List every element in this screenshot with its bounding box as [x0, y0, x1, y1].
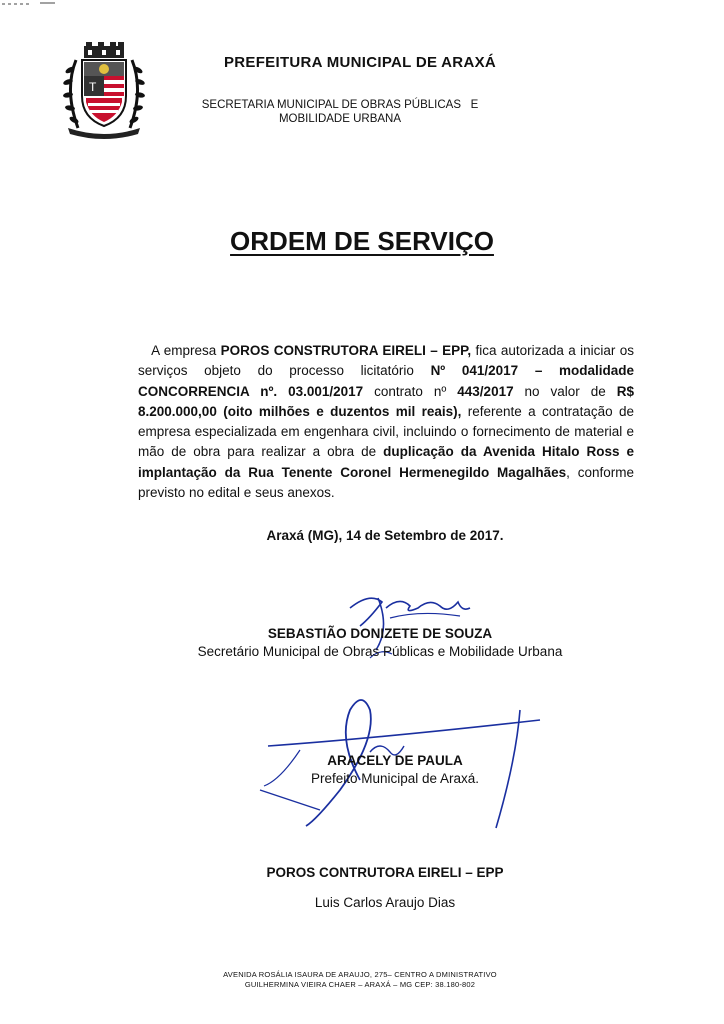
- body-text-3: contrato nº: [363, 383, 458, 399]
- mayor-name: ARACELY DE PAULA: [327, 753, 463, 768]
- secretariat-subtitle-line2: MOBILIDADE URBANA: [278, 113, 402, 125]
- company-representative: Luis Carlos Araujo Dias: [314, 895, 456, 910]
- svg-text:T: T: [89, 80, 97, 94]
- footer-address: [150, 970, 570, 990]
- mayor-role: Prefeito Municipal de Araxá.: [310, 771, 480, 786]
- service-order-body: [138, 341, 634, 503]
- document-date: Araxá (MG), 14 de Setembro de 2017.: [266, 528, 504, 543]
- company-name: POROS CONTRUTORA EIRELI – EPP: [266, 865, 504, 880]
- body-contract-value: R$ 8.200.000,00 (oito milhões e duzentos mil reais),: [138, 383, 634, 419]
- body-work-description: duplicação da Avenida Hitalo Ross e implantação da Rua Tenente Coronel Hermenegildo Magalhães: [138, 444, 635, 480]
- prefecture-title: PREFEITURA MUNICIPAL DE ARAXÁ: [223, 54, 497, 71]
- body-text-2: fica autorizada a iniciar os serviços objeto do processo licitatório: [138, 343, 634, 379]
- mayor-signature-block: [290, 752, 500, 788]
- secretary-name: SEBASTIÃO DONIZETE DE SOUZA: [267, 626, 493, 641]
- secretariat-subtitle: [170, 98, 510, 126]
- footer-address-line2: GUILHERMINA VIEIRA CHAER – ARAXÁ – MG CEP: 38.180-802: [244, 980, 476, 989]
- body-process-number: Nº 041/2017 – modalidade CONCORRENCIA nº. 03.001/2017: [138, 363, 634, 399]
- scan-corner-mark: [0, 0, 60, 10]
- document-title: ORDEM DE SERVIÇO: [230, 226, 494, 256]
- company-signature-block: [150, 864, 620, 912]
- municipal-coat-of-arms-icon: [58, 40, 150, 140]
- footer-address-line1: AVENIDA ROSÁLIA ISAURA DE ARAUJO, 275– CENTRO A DMINISTRATIVO: [223, 970, 497, 979]
- body-text-1: A empresa: [151, 343, 221, 358]
- body-company-name: POROS CONSTRUTORA EIRELI – EPP,: [220, 343, 472, 358]
- body-text-4: no valor de: [513, 383, 617, 399]
- secretary-role: Secretário Municipal de Obras Públicas e Mobilidade Urbana: [197, 644, 563, 659]
- body-contract-number: 443/2017: [457, 383, 514, 399]
- body-text-5: referente a contratação de empresa especializada em engenhara civil, incluindo o fornecimento de material e mão de obra para realizar a obra de: [138, 403, 634, 460]
- secretary-signature-block: [150, 625, 610, 661]
- body-text-6: , conforme previsto no edital e seus anexos.: [138, 464, 634, 501]
- secretariat-subtitle-line1: SECRETARIA MUNICIPAL DE OBRAS PÚBLICAS E: [201, 99, 479, 111]
